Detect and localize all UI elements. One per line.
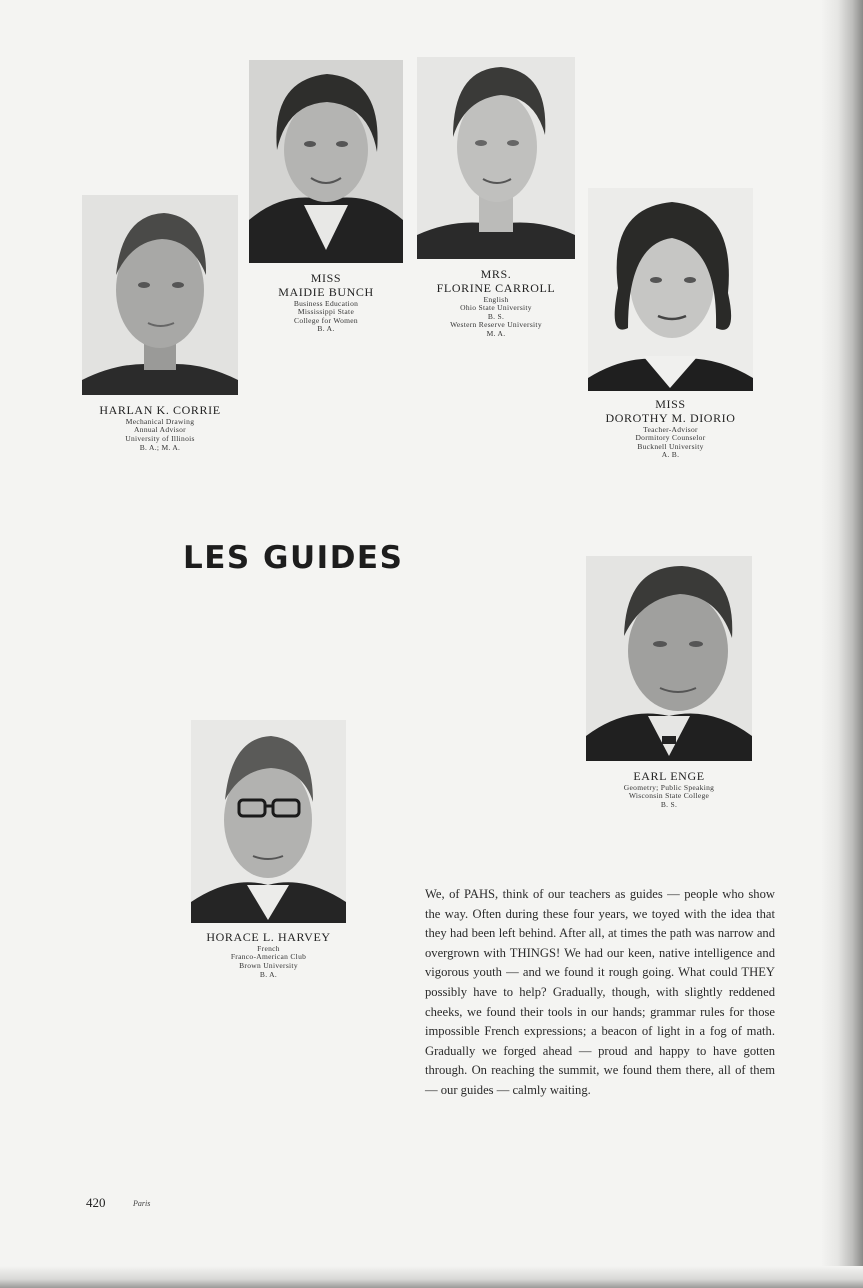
caption-earl-enge [586,770,752,810]
caption-harlan-corrie [82,404,238,452]
teacher-detail: B. S. [487,311,505,321]
teacher-detail: College for Women [294,315,358,325]
teacher-detail: B. A. [259,969,278,979]
page-bottom-shadow [0,1266,863,1288]
teacher-detail: Teacher-Advisor [643,424,698,434]
portrait-maidie-bunch [249,60,403,263]
teacher-name: HORACE L. HARVEY [206,930,331,944]
teacher-detail: B. A. [317,324,335,334]
teacher-detail: Mechanical Drawing [125,416,195,426]
teacher-detail: Wisconsin State College [628,791,710,801]
caption-maidie-bunch [249,272,403,334]
page-number: 420 [86,1195,106,1210]
teacher-detail: B. S. [660,800,678,810]
teacher-detail: Western Reserve University [450,320,542,330]
teacher-detail: Business Education [293,298,359,308]
teacher-detail: University of Illinois [125,434,195,444]
teacher-detail: Dormitory Counselor [635,433,706,443]
teacher-detail: English [483,294,509,304]
teacher-detail: A. B. [661,450,680,460]
teacher-detail: M. A. [486,329,506,339]
portrait-dorothy-diorio [588,188,753,391]
portrait-horace-harvey [191,720,346,923]
teacher-name: DOROTHY M. DIORIO [605,410,736,425]
teacher-detail: B. A.; M. A. [139,442,181,452]
portrait-harlan-corrie [82,195,238,395]
teacher-detail: Geometry; Public Speaking [623,782,715,792]
teacher-detail: Franco-American Club [230,952,307,962]
teacher-detail: French [257,943,280,953]
teacher-name: FLORINE CARROLL [436,280,556,295]
caption-florine-carroll [417,268,575,339]
portrait-earl-enge [586,556,752,761]
teacher-name: HARLAN K. CORRIE [99,403,221,417]
page-edge-shadow [821,0,863,1288]
caption-dorothy-diorio [588,398,753,460]
teacher-name: MAIDIE BUNCH [278,284,374,299]
teacher-prefix: MISS [655,397,686,411]
teacher-detail: Bucknell University [637,441,704,451]
teacher-detail: Brown University [239,961,298,971]
teacher-detail: Ohio State University [460,303,532,313]
teacher-name: EARL ENGE [633,769,705,783]
teacher-prefix: MISS [310,271,342,285]
intro-paragraph: We, of PAHS, think of our teachers as guides — people who show the way. Often during these four years, we toyed with the idea that they had been left behind. After all, at times the path was narrow and overgrown with THINGS! We had our keen, native intelligence and vigorous youth — and we found it rough going. What could THEY possibly have to help? Gradually, though, with slightly reddened cheeks, we found their tools in our hands; grammar rules for those impossible French expressions; a beacon of light in a fog of math. Gradually we forged ahead — proud and happy to have gotten through. On reaching the summit, we found them there, all of them — our guides — calmly waiting. [425,887,775,1097]
folio-label: Paris [133,1199,151,1208]
teacher-prefix: MRS. [480,267,512,281]
teacher-detail: Mississippi State [297,307,355,317]
teacher-detail: Annual Advisor [134,425,186,435]
page-title: LES GUIDES [183,540,404,576]
portrait-florine-carroll [417,57,575,259]
caption-horace-harvey [191,931,346,979]
